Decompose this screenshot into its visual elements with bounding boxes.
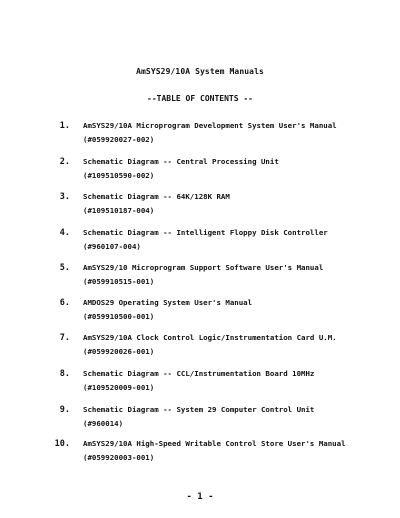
toc-entry-7 xyxy=(0,333,400,367)
entry-title: AMDOS29 Operating System User's Manual xyxy=(83,298,253,307)
entry-title: Schematic Diagram -- 64K/128K RAM xyxy=(83,192,230,201)
entry-code: (#059920003-001) xyxy=(83,453,155,462)
entry-number: 9. xyxy=(59,405,70,415)
entry-code: (#109510590-002) xyxy=(83,171,155,180)
entry-code: (#109520009-001) xyxy=(83,383,155,392)
entry-title: Schematic Diagram -- Central Processing Unit xyxy=(83,157,279,166)
entry-number: 3. xyxy=(59,192,70,202)
entry-code: (#109510187-004) xyxy=(83,206,155,215)
entry-title: Schematic Diagram -- Intelligent Floppy Disk Controller xyxy=(83,228,328,237)
entry-code: (#059910515-001) xyxy=(83,277,155,286)
entry-title: AmSYS29/10 Microprogram Support Software User's Manual xyxy=(83,263,324,272)
entry-title: AmSYS29/10A High-Speed Writable Control Store User's Manual xyxy=(83,439,346,448)
toc-entry-6 xyxy=(0,298,400,332)
entry-title: AmSYS29/10A Clock Control Logic/Instrumentation Card U.M. xyxy=(83,333,337,342)
entry-number: 1. xyxy=(59,121,70,131)
document-title: AmSYS29/10A System Manuals xyxy=(136,67,264,76)
entry-number: 2. xyxy=(59,157,70,167)
toc-entry-8 xyxy=(0,369,400,403)
toc-entry-3 xyxy=(0,192,400,226)
entry-number: 8. xyxy=(59,369,70,379)
entry-code: (#960107-004) xyxy=(83,242,141,251)
entry-code: (#059910500-001) xyxy=(83,312,155,321)
toc-entry-9 xyxy=(0,405,400,439)
entry-code: (#059920026-001) xyxy=(83,347,155,356)
entry-number: 5. xyxy=(59,263,70,273)
entry-number: 7. xyxy=(59,333,70,343)
entry-title: Schematic Diagram -- CCL/Instrumentation Board 10MHz xyxy=(83,369,315,378)
toc-entry-2 xyxy=(0,157,400,191)
entry-code: (#059920027-002) xyxy=(83,135,155,144)
toc-entry-1 xyxy=(0,121,400,155)
entry-title: AmSYS29/10A Microprogram Development System User's Manual xyxy=(83,121,337,130)
page-number: - 1 - xyxy=(186,492,214,502)
toc-entry-10 xyxy=(0,439,400,473)
toc-entry-4 xyxy=(0,228,400,262)
toc-entry-5 xyxy=(0,263,400,297)
entry-title: Schematic Diagram -- System 29 Computer Control Unit xyxy=(83,405,315,414)
entry-number: 4. xyxy=(59,228,70,238)
entry-code: (#960014) xyxy=(83,419,124,428)
entry-number: 10. xyxy=(54,439,70,449)
table-of-contents-heading: --TABLE OF CONTENTS -- xyxy=(147,94,253,103)
entry-number: 6. xyxy=(59,298,70,308)
